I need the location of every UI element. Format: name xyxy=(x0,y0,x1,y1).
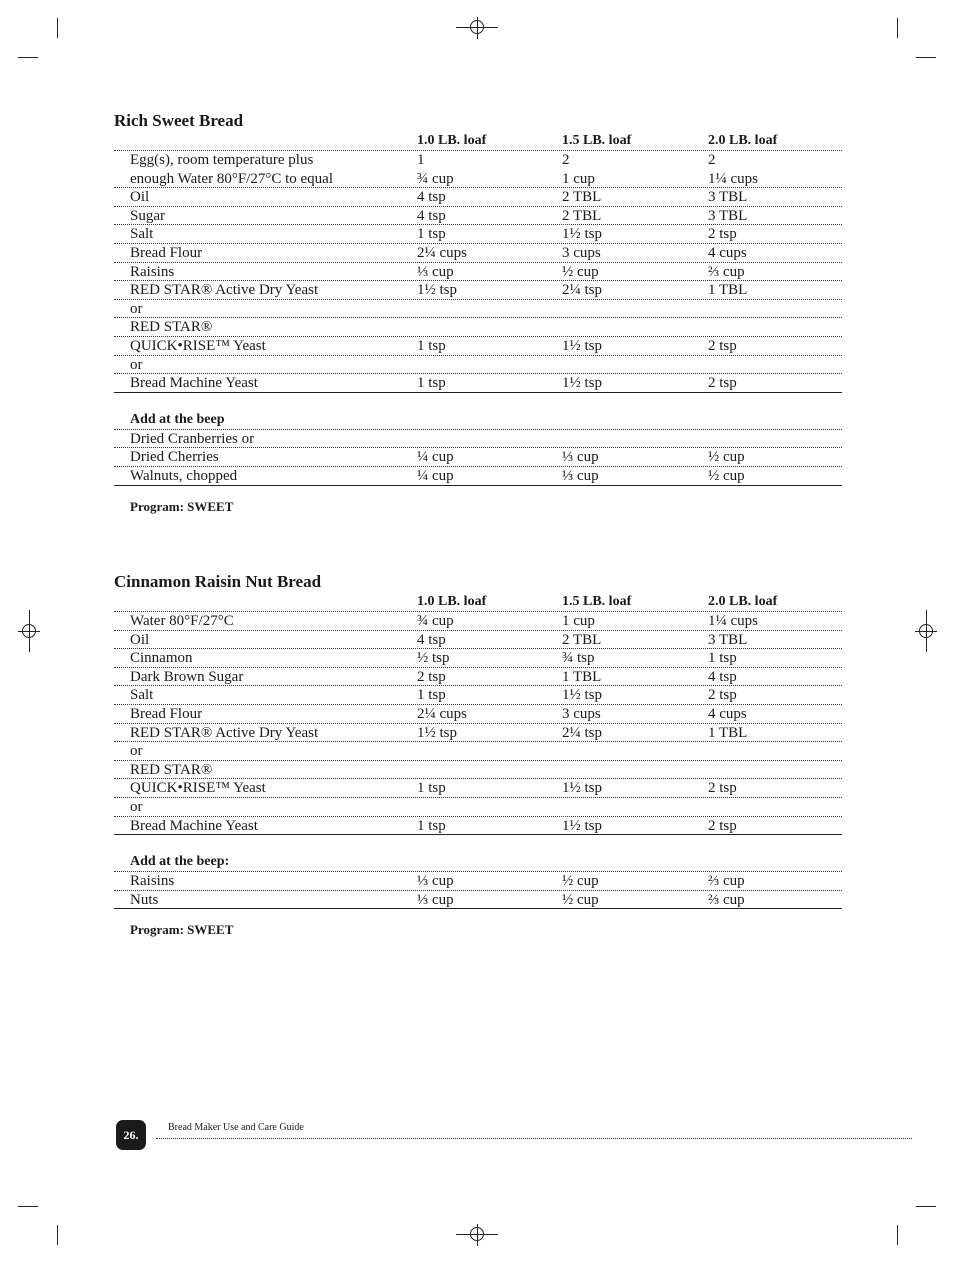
ingredient-amount: 2 tsp xyxy=(708,337,737,354)
ingredient-row xyxy=(114,631,842,650)
ingredient-row xyxy=(114,872,842,891)
ingredient-amount: 2 tsp xyxy=(708,687,737,704)
ingredient-row xyxy=(114,207,842,226)
ingredient-name: Dried Cranberries or xyxy=(130,430,255,447)
ingredient-row xyxy=(114,612,842,631)
crop-mark xyxy=(57,18,58,38)
ingredient-amount: 1 TBL xyxy=(708,282,748,299)
ingredient-name: Bread Flour xyxy=(130,705,203,722)
ingredient-amount: 1 tsp xyxy=(417,375,446,392)
ingredient-amount: 2¼ cups xyxy=(417,705,467,722)
ingredient-amount: ½ cup xyxy=(562,873,599,890)
ingredient-amount: 1 cup xyxy=(562,613,595,629)
ingredient-amount: 1 xyxy=(417,152,425,168)
ingredient-row xyxy=(114,761,842,780)
crop-mark xyxy=(18,1206,38,1207)
ingredient-amount: 1 tsp xyxy=(417,337,446,354)
column-header: 1.5 LB. loaf xyxy=(562,133,632,148)
ingredient-row xyxy=(114,467,842,486)
ingredient-amount: 2 TBL xyxy=(562,631,602,648)
ingredient-amount: ¼ cup xyxy=(417,467,454,484)
crop-mark xyxy=(897,1225,898,1245)
ingredient-amount: 2 tsp xyxy=(708,817,737,834)
ingredient-amount: 1½ tsp xyxy=(562,337,603,354)
ingredient-amount: 1 tsp xyxy=(417,226,446,243)
ingredient-name: or xyxy=(130,743,143,760)
ingredient-row xyxy=(114,151,842,170)
ingredient-amount: 4 tsp xyxy=(417,207,446,224)
column-headers xyxy=(114,132,842,151)
ingredient-name: RED STAR® Active Dry Yeast xyxy=(130,724,319,741)
recipe-title: Cinnamon Raisin Nut Bread xyxy=(114,572,322,591)
column-header: 1.0 LB. loaf xyxy=(417,594,487,609)
ingredient-amount: 1½ tsp xyxy=(562,817,603,834)
ingredient-row xyxy=(114,374,842,393)
ingredient-row xyxy=(114,300,842,319)
ingredient-amount: 1 tsp xyxy=(417,780,446,797)
column-header: 1.5 LB. loaf xyxy=(562,594,632,609)
ingredient-amount: 4 tsp xyxy=(708,668,737,685)
ingredient-amount: 2 tsp xyxy=(708,375,737,392)
ingredient-name: Salt xyxy=(130,687,154,704)
ingredient-name: RED STAR® Active Dry Yeast xyxy=(130,282,319,299)
crop-mark xyxy=(916,57,936,58)
ingredient-row xyxy=(114,668,842,687)
ingredient-amount: 4 cups xyxy=(708,244,747,261)
ingredient-amount: 4 cups xyxy=(708,705,747,722)
add-at-beep-heading: Add at the beep xyxy=(114,411,842,430)
ingredient-name: Cinnamon xyxy=(130,650,193,667)
ingredient-amount: ⅓ cup xyxy=(417,891,454,908)
ingredient-amount: 1 tsp xyxy=(417,817,446,834)
add-at-beep-heading: Add at the beep: xyxy=(114,853,842,872)
ingredient-amount: ⅓ cup xyxy=(562,467,599,484)
ingredient-amount: 2 xyxy=(562,152,570,168)
ingredient-amount: 1¼ cups xyxy=(708,170,758,187)
recipe-rich-sweet-bread xyxy=(114,110,842,516)
ingredient-amount: 1 TBL xyxy=(708,724,748,741)
column-header: 2.0 LB. loaf xyxy=(708,133,778,148)
ingredient-name: QUICK•RISE™ Yeast xyxy=(130,337,266,354)
ingredient-amount: 1 TBL xyxy=(562,668,602,685)
ingredient-amount: 1 tsp xyxy=(708,650,737,667)
ingredient-amount: ¾ cup xyxy=(417,170,454,187)
ingredient-amount: 2 tsp xyxy=(708,780,737,797)
ingredient-amount: ¾ cup xyxy=(417,613,454,629)
ingredient-row xyxy=(114,337,842,356)
ingredient-amount: 2 xyxy=(708,152,716,168)
crop-mark xyxy=(916,1206,936,1207)
ingredient-amount: 1½ tsp xyxy=(562,780,603,797)
ingredient-row xyxy=(114,724,842,743)
ingredient-row xyxy=(114,649,842,668)
add-ingredient-list xyxy=(114,872,842,909)
ingredient-amount: ½ tsp xyxy=(417,650,450,667)
ingredient-amount: ⅓ cup xyxy=(417,873,454,890)
ingredient-name: Bread Machine Yeast xyxy=(130,375,258,392)
footer-text: Bread Maker Use and Care Guide xyxy=(168,1122,304,1133)
ingredient-amount: 1¼ cups xyxy=(708,613,758,629)
ingredient-row xyxy=(114,244,842,263)
page-number-badge: 26. xyxy=(116,1120,146,1150)
ingredient-amount: 3 cups xyxy=(562,705,601,722)
ingredient-row xyxy=(114,686,842,705)
ingredient-row xyxy=(114,742,842,761)
ingredient-name: RED STAR® xyxy=(130,319,213,336)
ingredient-row xyxy=(114,705,842,724)
crop-mark xyxy=(18,57,38,58)
ingredient-name: RED STAR® xyxy=(130,761,213,778)
ingredient-amount: 1 tsp xyxy=(417,687,446,704)
ingredient-amount: 2 tsp xyxy=(417,668,446,685)
ingredient-list xyxy=(114,612,842,835)
ingredient-amount: ⅓ cup xyxy=(417,263,454,280)
ingredient-amount: ½ cup xyxy=(708,467,745,484)
ingredient-row xyxy=(114,188,842,207)
ingredient-amount: ¾ tsp xyxy=(562,650,595,667)
ingredient-name: or xyxy=(130,300,143,317)
recipe-title: Rich Sweet Bread xyxy=(114,111,244,130)
ingredient-name: Egg(s), room temperature plus xyxy=(130,152,314,168)
ingredient-amount: 1½ tsp xyxy=(417,282,458,299)
ingredient-name: Oil xyxy=(130,189,150,206)
ingredient-name: Salt xyxy=(130,226,154,243)
ingredient-row xyxy=(114,817,842,836)
ingredient-row xyxy=(114,318,842,337)
ingredient-amount: 1½ tsp xyxy=(562,375,603,392)
ingredient-amount: 2¼ tsp xyxy=(562,724,603,741)
ingredient-list xyxy=(114,151,842,393)
ingredient-amount: 3 TBL xyxy=(708,207,748,224)
ingredient-name: Oil xyxy=(130,631,150,648)
crop-mark xyxy=(57,1225,58,1245)
ingredient-amount: 2¼ cups xyxy=(417,244,467,261)
ingredient-amount: 1 cup xyxy=(562,170,595,187)
ingredient-name: Raisins xyxy=(130,873,175,890)
ingredient-amount: 4 tsp xyxy=(417,631,446,648)
ingredient-amount: ½ cup xyxy=(708,449,745,466)
ingredient-row xyxy=(114,430,842,449)
ingredient-amount: 4 tsp xyxy=(417,189,446,206)
ingredient-name: Dried Cherries xyxy=(130,449,219,466)
footer-rule xyxy=(156,1138,912,1139)
ingredient-amount: ⅔ cup xyxy=(708,891,745,908)
ingredient-amount: ¼ cup xyxy=(417,449,454,466)
ingredient-name: Sugar xyxy=(130,207,165,224)
ingredient-name: Walnuts, chopped xyxy=(130,467,238,484)
ingredient-amount: 3 TBL xyxy=(708,631,748,648)
ingredient-row xyxy=(114,798,842,817)
program-label: Program: SWEET xyxy=(130,922,234,938)
ingredient-amount: 2 TBL xyxy=(562,207,602,224)
ingredient-name: or xyxy=(130,356,143,373)
ingredient-amount: ⅔ cup xyxy=(708,263,745,280)
ingredient-amount: 2¼ tsp xyxy=(562,282,603,299)
ingredient-amount: ½ cup xyxy=(562,891,599,908)
ingredient-name: QUICK•RISE™ Yeast xyxy=(130,780,266,797)
ingredient-row xyxy=(114,225,842,244)
ingredient-amount: 2 tsp xyxy=(708,226,737,243)
ingredient-name: enough Water 80°F/27°C to equal xyxy=(130,170,333,187)
ingredient-row xyxy=(114,891,842,910)
ingredient-row xyxy=(114,170,842,189)
ingredient-amount: ½ cup xyxy=(562,263,599,280)
ingredient-row xyxy=(114,263,842,282)
ingredient-amount: ⅔ cup xyxy=(708,873,745,890)
ingredient-row xyxy=(114,281,842,300)
column-header: 2.0 LB. loaf xyxy=(708,594,778,609)
ingredient-amount: ⅓ cup xyxy=(562,449,599,466)
ingredient-name: or xyxy=(130,798,143,815)
column-header: 1.0 LB. loaf xyxy=(417,133,487,148)
ingredient-amount: 2 TBL xyxy=(562,189,602,206)
ingredient-name: Dark Brown Sugar xyxy=(130,668,244,685)
ingredient-row xyxy=(114,448,842,467)
ingredient-name: Water 80°F/27°C xyxy=(130,613,234,629)
ingredient-amount: 3 TBL xyxy=(708,189,748,206)
ingredient-amount: 1½ tsp xyxy=(562,687,603,704)
ingredient-amount: 3 cups xyxy=(562,244,601,261)
ingredient-amount: 1½ tsp xyxy=(562,226,603,243)
ingredient-amount: 1½ tsp xyxy=(417,724,458,741)
ingredient-name: Bread Machine Yeast xyxy=(130,817,258,834)
add-ingredient-list xyxy=(114,430,842,486)
ingredient-name: Nuts xyxy=(130,891,159,908)
ingredient-row xyxy=(114,356,842,375)
recipe-cinnamon-raisin-nut-bread xyxy=(114,571,842,939)
ingredient-name: Raisins xyxy=(130,263,175,280)
ingredient-row xyxy=(114,779,842,798)
column-headers xyxy=(114,593,842,612)
program-label: Program: SWEET xyxy=(130,498,234,514)
crop-mark xyxy=(897,18,898,38)
ingredient-name: Bread Flour xyxy=(130,244,203,261)
